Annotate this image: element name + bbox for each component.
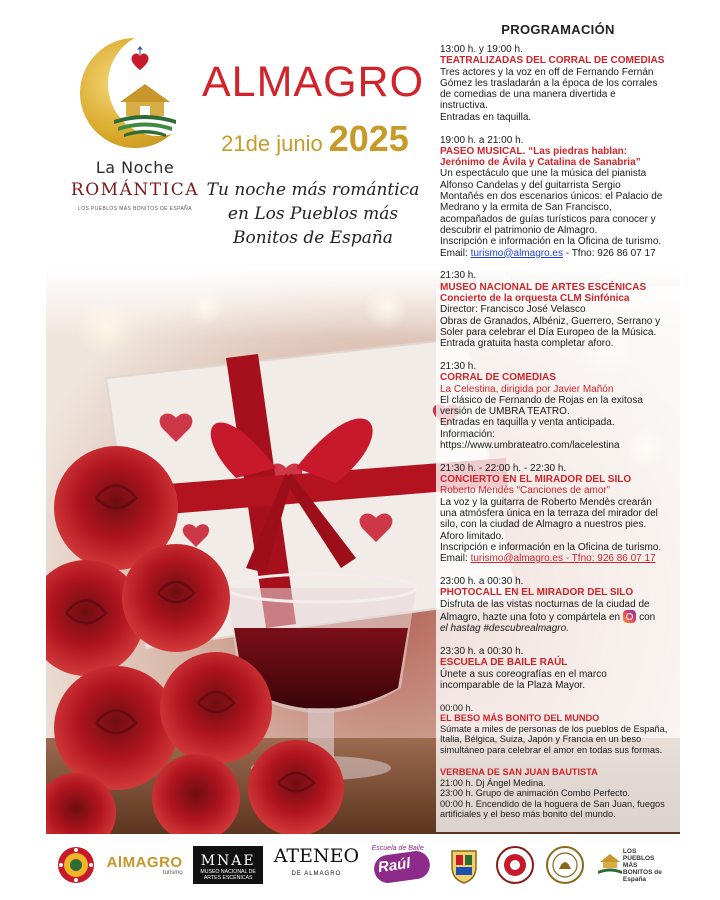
slogan-line: Tu noche más romántica xyxy=(206,180,420,200)
event-day: 21de junio xyxy=(221,131,323,156)
event-item: 23:00 h. a 00:30 h. PHOTOCALL EN EL MIRADOR DEL SILO Disfruta de las vistas nocturnas de la ciudad de Almagro, hazte una foto y compártela en con el hastag #descubrealmagro. xyxy=(440,576,676,634)
town-title: ALMAGRO xyxy=(201,58,425,106)
event-time: 21:30 h. xyxy=(440,360,477,372)
event-item: 21:30 h. MUSEO NACIONAL DE ARTES ESCÉNICAS Concierto de la orquesta CLM Sinfónica Director: Francisco José Velasco Obras de Granados, Albéniz, Guerrero, Serrano y Soler para celebrar el Día Europeo de la Música. Entrada gratuita hasta completar aforo. xyxy=(440,270,676,349)
event-time: 00:00 h. xyxy=(440,702,474,713)
event-item: 21:30 h. CORRAL DE COMEDIAS La Celestina, dirigida por Javier Mañón El clásico de Fernando de Rojas en la exitosa versión de UMBRA TEATRO. Entradas en taquilla y venta anticipada. Información: https://www.umbrateatro.com/lacelestina xyxy=(440,361,676,451)
pueblos-mas-bonitos-logo: LOS PUEBLOS MÁS BONITOS de España xyxy=(596,848,668,883)
event-heading: MUSEO NACIONAL DE ARTES ESCÉNICAS xyxy=(440,281,647,293)
event-subheading: Concierto de la orquesta CLM Sinfónica xyxy=(440,292,630,304)
programme-title: PROGRAMACIÓN xyxy=(501,22,615,37)
coat-of-arms-icon xyxy=(444,845,484,885)
seal-badge-icon xyxy=(545,845,585,885)
event-heading: CORRAL DE COMEDIAS xyxy=(440,372,556,384)
event-time: 13:00 h. y 19:00 h. xyxy=(440,44,523,55)
la-noche-romantica-logo xyxy=(70,32,200,222)
event-heading: PASEO MUSICAL. “Las piedras hablan: xyxy=(440,145,628,157)
event-year: 2025 xyxy=(328,118,409,159)
sponsor-bar xyxy=(44,836,680,894)
event-time: 23:00 h. a 00:30 h. xyxy=(440,575,524,587)
event-item: 00:00 h. EL BESO MÁS BONITO DEL MUNDO Súmate a miles de personas de los pueblos de España, Italia, Bélgica, Suiza, Japón y Francia en un beso simultáneo para celebrar el amor en todas sus formas. xyxy=(440,703,676,756)
logo-name-line1: La Noche xyxy=(95,158,175,177)
logo-tagline: LOS PUEBLOS MÁS BONITOS DE ESPAÑA xyxy=(78,206,192,212)
event-subheading: Roberto Mendès “Canciones de amor” xyxy=(440,485,611,497)
email-link[interactable]: turismo@almagro.es - Tfno: 926 86 07 17 xyxy=(470,553,656,565)
event-subheading: Jerónimo de Ávila y Catalina de Sanabria” xyxy=(440,157,641,169)
village-house-icon xyxy=(597,852,623,878)
mnae-logo: MNAE MUSEO NACIONAL DE ARTES ESCÉNICAS xyxy=(193,846,263,884)
event-time: 21:30 h. - 22:00 h. - 22:30 h. xyxy=(440,462,567,474)
event-item: 13:00 h. y 19:00 h. TEATRALIZADAS DEL CORRAL DE COMEDIAS Tres actores y la voz en off de Fernando Fernán Gómez les trasladarán a la época de los corrales de comedias de una manera divertida e instructiva. Entradas en taquilla. xyxy=(440,44,676,123)
event-heading: TEATRALIZADAS DEL CORRAL DE COMEDIAS xyxy=(440,55,665,67)
event-list xyxy=(440,44,676,832)
logo-name-line2: ROMÁNTICA xyxy=(70,180,200,200)
ateneo-logo: ATENEO DE ALMAGRO xyxy=(273,845,360,877)
event-item: 23:30 h. a 00:30 h. ESCUELA DE BAILE RAÚL Únete a sus coreografías en el marco incomparable de la Plaza Mayor. xyxy=(440,646,676,691)
email-link[interactable]: turismo@almagro.es xyxy=(470,247,563,259)
slogan xyxy=(196,178,430,250)
event-heading: EL BESO MÁS BONITO DEL MUNDO xyxy=(440,713,600,724)
club-badge-icon xyxy=(495,845,535,885)
slogan-line: Bonitos de España xyxy=(233,228,393,248)
event-date xyxy=(200,118,430,160)
village-house-icon xyxy=(110,80,180,140)
website-link[interactable]: https://www.umbrateatro.com/lacelestina xyxy=(440,440,620,451)
event-time: 19:00 h. a 21:00 h. xyxy=(440,134,524,146)
mosaic-emblem-icon xyxy=(56,845,96,885)
programme-column xyxy=(436,20,680,832)
escuela-baile-raul-logo: Escuela de Baile Raúl xyxy=(370,845,434,885)
event-heading: VERBENA DE SAN JUAN BAUTISTA xyxy=(440,767,598,778)
almagro-turismo-logo: AlMAGRO turismo xyxy=(106,854,183,876)
event-item: VERBENA DE SAN JUAN BAUTISTA 21:00 h. Dj Ángel Medina. 23:00 h. Grupo de animación Combo Perfecto. 00:00 h. Encendido de la hoguera de San Juan, fuegos artificiales y el beso más bonito del mundo. xyxy=(440,767,676,820)
slogan-line: en Los Pueblos más xyxy=(227,204,399,224)
event-item: 21:30 h. - 22:00 h. - 22:30 h. CONCIERTO EN EL MIRADOR DEL SILO Roberto Mendès “Canciones de amor” La voz y la guitarra de Roberto Mendès crearán una atmósfera única en la terraza del mirador del silo, con la ciudad de Almagro a nuestros pies. Aforo limitado. Inscripción e información en la Oficina de turismo. Email: turismo@almagro.es - Tfno: 926 86 07 17 xyxy=(440,463,676,565)
heart-bow-icon xyxy=(128,44,152,72)
event-heading: CONCIERTO EN EL MIRADOR DEL SILO xyxy=(440,474,632,486)
event-time: 21:30 h. xyxy=(440,270,477,282)
event-heading: PHOTOCALL EN EL MIRADOR DEL SILO xyxy=(440,587,634,599)
event-subheading: La Celestina, dirigida por Javier Mañón xyxy=(440,383,614,395)
event-heading: ESCUELA DE BAILE RAÚL xyxy=(440,657,568,669)
event-item: 19:00 h. a 21:00 h. PASEO MUSICAL. “Las piedras hablan: Jerónimo de Ávila y Catalina de Sanabria” Un espectáculo que une la música del pianista Alfonso Candelas y del guitarrista Sergio Montañés en dos escenarios únicos: el Palacio de Medrano y la ermita de San Francisco, acompañados de guías turísticos para conocer y descubrir el patrimonio de Almagro. Inscripción e información en la Oficina de turismo. Email: turismo@almagro.es - Tfno: 926 86 07 17 xyxy=(440,135,676,259)
event-time: 23:30 h. a 00:30 h. xyxy=(440,645,524,657)
instagram-icon[interactable] xyxy=(623,610,636,623)
